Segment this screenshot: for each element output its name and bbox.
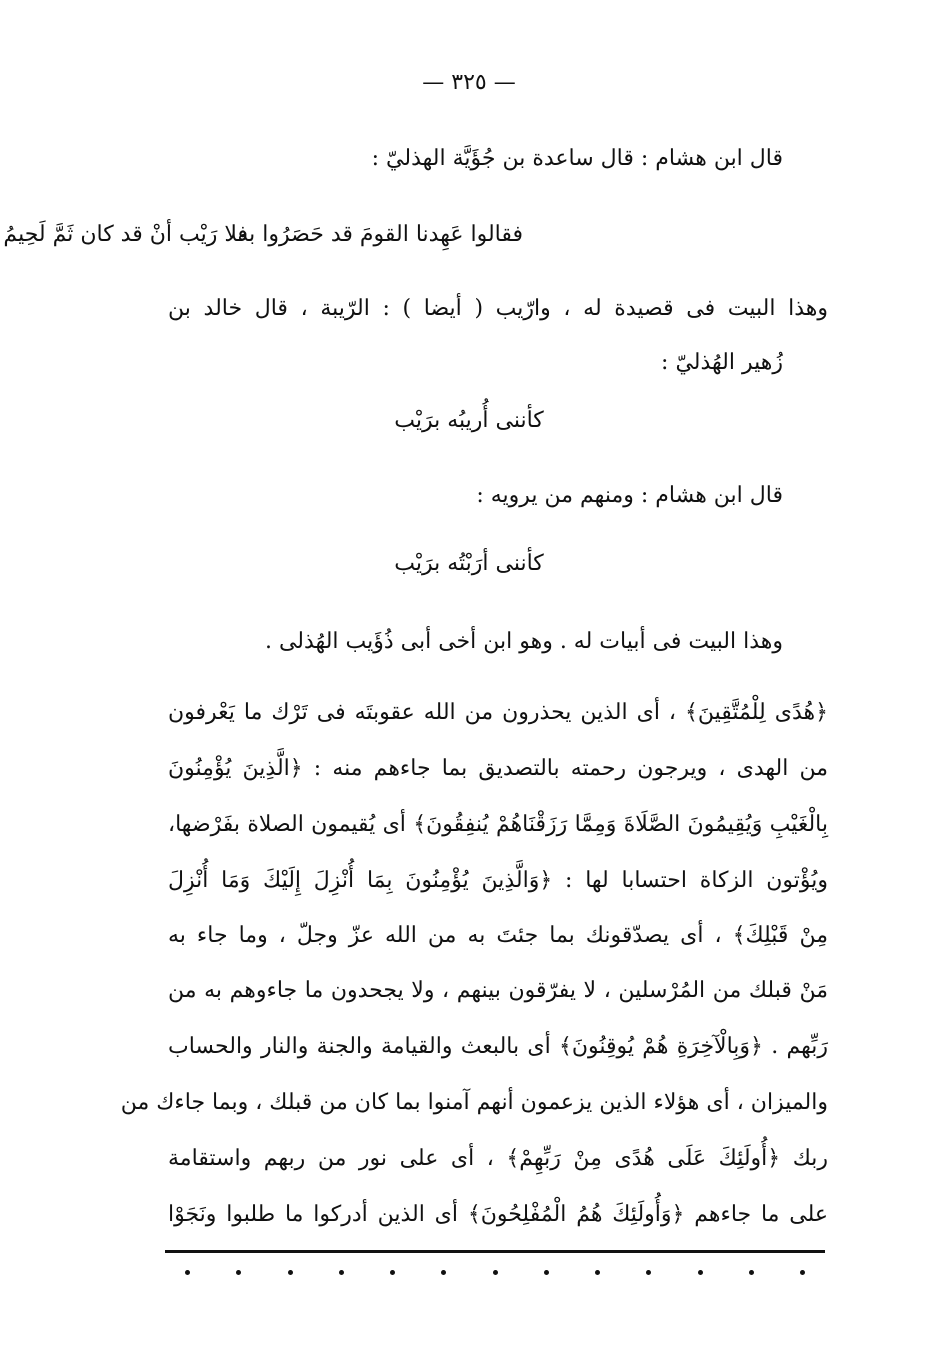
paragraph-line: ﴿هُدًى لِلْمُتَّقِينَ﴾ ، أى الذين يحذرون من الله عقوبتَه فى تَرْك ما يَعْرفون [168, 700, 828, 725]
verse-fragment: كأننى أرَبْتُه برَيْب [394, 551, 544, 576]
paragraph-line: مِنْ قَبْلِكَ﴾ ، أى يصدّقونك بما جئتَ به من الله عزّ وجلّ ، وما جاء به [168, 923, 828, 948]
dot-ornament [185, 1270, 190, 1275]
paragraph-line: والميزان ، أى هؤلاء الذين يزعمون أنهم آمنوا بما كان من قبلك ، وبما جاءك من [120, 1090, 828, 1115]
paragraph-line: مَنْ قبلك من المُرْسلين ، لا يفرّقون بينهم ، ولا يجحدون ما جاءوهم به من [168, 978, 828, 1003]
page-number: — ٣٢٥ — [422, 70, 516, 95]
dot-ornament [698, 1270, 703, 1275]
dot-ornament [339, 1270, 344, 1275]
dot-ornament [493, 1270, 498, 1275]
footer-dots [185, 1270, 805, 1275]
paragraph-line: من الهدى ، ويرجون رحمته بالتصديق بما جاءهم منه : ﴿الَّذِينَ يُؤْمِنُونَ [168, 756, 828, 781]
dot-ornament [288, 1270, 293, 1275]
paragraph-line: ربك ﴿أُولَئِكَ عَلَى هُدًى مِنْ رَبِّهِمْ﴾ ، أى على نور من ربهم واستقامة [168, 1146, 828, 1171]
dot-ornament [800, 1270, 805, 1275]
narration-line: قال ابن هشام : ومنهم من يرويه : [476, 483, 783, 508]
commentary-line: زُهير الهُذليّ : [661, 350, 783, 375]
dot-ornament [544, 1270, 549, 1275]
verse-first-half: فقالوا عَهِدنا القومَ قد حَصَرُوا به [237, 222, 523, 247]
dot-ornament [646, 1270, 651, 1275]
paragraph-line: على ما جاءهم ﴿وَأُولَئِكَ هُمُ الْمُفْلِحُونَ﴾ أى الذين أدركوا ما طلبوا ونَجَوْا [168, 1202, 828, 1227]
verse-fragment: كأننى أُريبُه برَيْب [394, 408, 544, 433]
dot-ornament [749, 1270, 754, 1275]
paragraph-line: ويُؤْتون الزكاة احتسابا لها : ﴿وَالَّذِينَ يُؤْمِنُونَ بِمَا أُنْزِلَ إِلَيْكَ وَمَا أُنْزِلَ [168, 868, 828, 893]
dot-ornament [390, 1270, 395, 1275]
paragraph-line: رَبِّهم . ﴿وَبِالْآخِرَةِ هُمْ يُوقِنُونَ﴾ أى بالبعث والقيامة والجنة والنار والحساب [168, 1034, 828, 1059]
paragraph-line: بِالْغَيْبِ وَيُقِيمُونَ الصَّلَاةَ وَمِمَّا رَزَقْنَاهُمْ يُنفِقُونَ﴾ أى يُقيمون الصلاة بفَرْضها، [168, 812, 828, 837]
verse-second-half: فلا رَيْب أنْ قد كان ثَمَّ لَحِيمُ [3, 222, 248, 247]
dot-ornament [595, 1270, 600, 1275]
dot-ornament [236, 1270, 241, 1275]
dot-ornament [441, 1270, 446, 1275]
narration-line: قال ابن هشام : قال ساعدة بن جُؤَيَّة الهذليّ : [371, 146, 783, 171]
commentary-line: وهذا البيت فى أبيات له . وهو ابن أخى أبى ذُؤَيب الهُذلى . [264, 629, 783, 654]
footer-rule [165, 1250, 825, 1253]
commentary-line: وهذا البيت فى قصيدة له ، وارّيب ( أيضا ) : الرّيبة ، قال خالد بن [168, 296, 828, 321]
